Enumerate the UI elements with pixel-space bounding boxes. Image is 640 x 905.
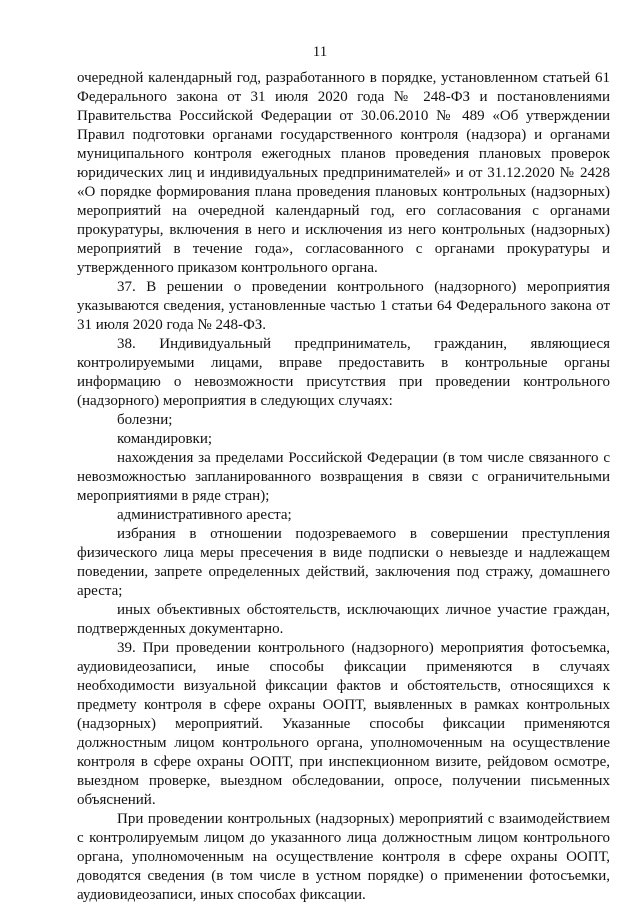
paragraph-item-37: 37. В решении о проведении контрольного (надзорного) мероприятия указываются сведения, установленные частью 1 статьи 64 Федерального закона от 31 июля 2020 года № 248-ФЗ. — [77, 279, 610, 333]
list-item-preventive-measure: избрания в отношении подозреваемого в совершении преступления физического лица меры пресечения в виде подписки о невыезде и надлежащем поведении, запрете определенных действий, заключения под стражу, домашнего ареста; — [77, 526, 610, 599]
list-item-illness: болезни; — [117, 412, 173, 428]
document-body — [77, 69, 610, 905]
list-item-business-trip: командировки; — [117, 431, 213, 447]
list-item-other-circumstances: иных объективных обстоятельств, исключающих личное участие граждан, подтвержденных документарно. — [77, 602, 610, 637]
paragraph-item-38: 38. Индивидуальный предприниматель, гражданин, являющиеся контролируемыми лицами, вправе предоставить в контрольные органы информацию о невозможности присутствия при проведении контрольного (надзорного) мероприятия в следующих случаях: — [77, 336, 610, 409]
list-item-abroad: нахождения за пределами Российской Федерации (в том числе связанного с невозможностью запланированного возвращения в связи с ограничительными мероприятиями в ряде стран); — [77, 450, 610, 504]
paragraph-continuation: очередной календарный год, разработанного в порядке, установленном статьей 61 Федерального закона от 31 июля 2020 года № 248-ФЗ и постановлениями Правительства Российской Федерации от 30.06.2010 № 489 «Об утверждении Правил подготовки органами государственного контроля (надзора) и органами муниципального контроля ежегодных планов проведения плановых проверок юридических лиц и индивидуальных предпринимателей» и от 31.12.2020 № 2428 «О порядке формирования плана проведения плановых контрольных (надзорных) мероприятий на очередной календарный год, его согласования с органами прокуратуры, включения в него и исключения из него контрольных (надзорных) мероприятий в течение года», согласованного с органами прокуратуры и утвержденного приказом контрольного органа. — [77, 70, 610, 276]
paragraph-interaction: При проведении контрольных (надзорных) мероприятий с взаимодействием с контролируемым лицом до указанного лица должностным лицом контрольного органа, уполномоченным на осуществление контроля в сфере охраны ООПТ, доводятся сведения (в том числе в устном порядке) о применении фотосъемки, аудиовидеозаписи, иных способах фиксации. — [77, 811, 610, 903]
paragraph-item-39: 39. При проведении контрольного (надзорного) мероприятия фотосъемка, аудиовидеозаписи, иные способы фиксации применяются в случаях необходимости визуальной фиксации фактов и обстоятельств, относящихся к предмету контроля в сфере охраны ООПТ, выявленных в рамках контрольных (надзорных) мероприятий. Указанные способы фиксации применяются должностным лицом контрольного органа, уполномоченным на осуществление контроля в сфере охраны ООПТ, при инспекционном визите, рейдовом осмотре, выездном проверке, выездном обследовании, опросе, получении письменных объяснений. — [77, 640, 610, 808]
list-item-arrest: административного ареста; — [117, 507, 292, 523]
page-number: 11 — [312, 44, 328, 60]
